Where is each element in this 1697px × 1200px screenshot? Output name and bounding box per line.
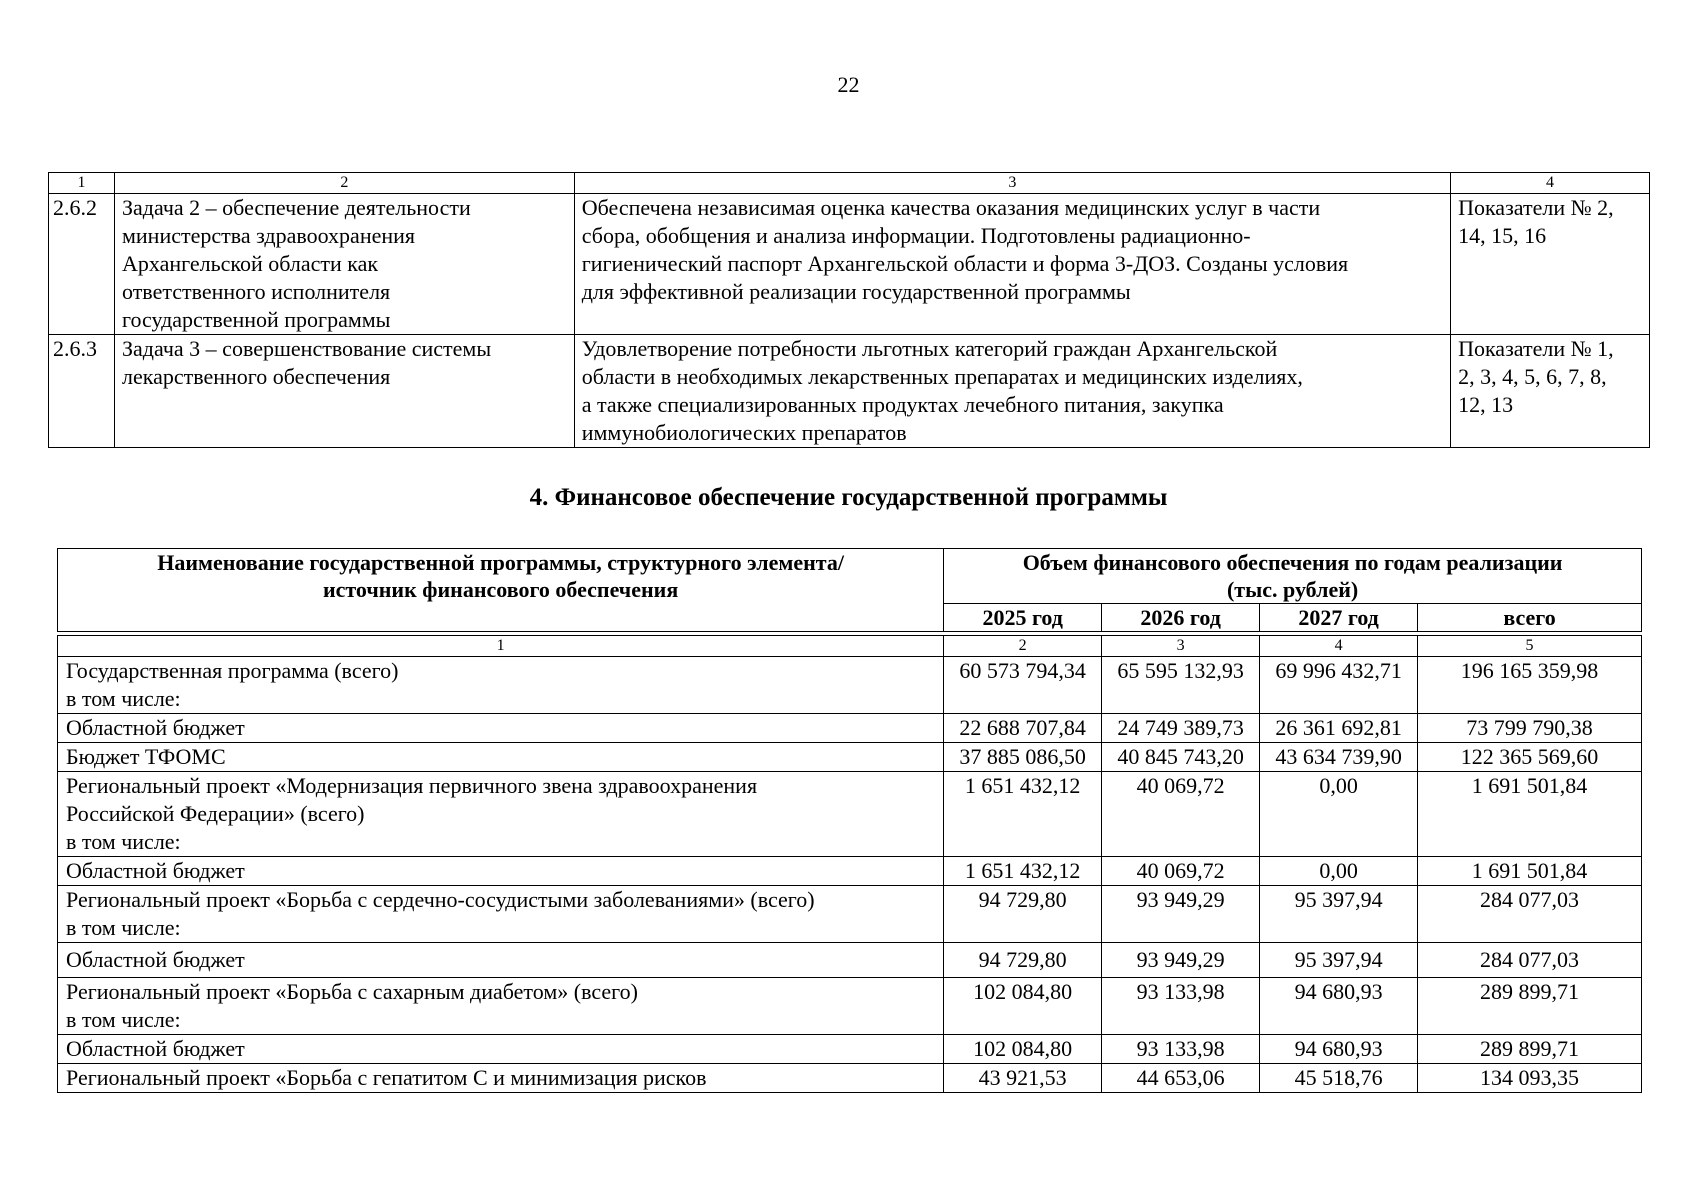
- row-label: [58, 1035, 944, 1064]
- value-total: 122 365 569,60: [1418, 743, 1642, 772]
- result-line: области в необходимых лекарственных препаратах и медицинских изделиях,: [581, 364, 1303, 389]
- header-name-line: источник финансового обеспечения: [322, 577, 679, 602]
- row-number: 2.6.3: [49, 335, 115, 448]
- column-number: 4: [1260, 636, 1418, 657]
- table-row: [58, 886, 1642, 943]
- value-2027: 94 680,93: [1260, 978, 1418, 1035]
- table-row: [58, 1064, 1642, 1093]
- value-total: 1 691 501,84: [1418, 772, 1642, 857]
- table-row: [58, 857, 1642, 886]
- value-2025: 37 885 086,50: [944, 743, 1102, 772]
- value-2026: 93 133,98: [1102, 978, 1260, 1035]
- task-line: Задача 3 – совершенствование системы: [121, 336, 492, 361]
- value-2026: 65 595 132,93: [1102, 657, 1260, 714]
- header-name-cell: [58, 549, 944, 632]
- header-name-line: Наименование государственной программы, структурного элемента/: [157, 550, 844, 575]
- label-line: Государственная программа (всего): [66, 658, 399, 683]
- row-label: [58, 943, 944, 978]
- table-row: [49, 335, 1650, 448]
- section-heading: 4. Финансовое обеспечение государственной программы: [529, 484, 1168, 511]
- label-line: Региональный проект «Борьба с сахарным диабетом» (всего): [66, 979, 638, 1004]
- value-2025: 22 688 707,84: [944, 714, 1102, 743]
- value-2027: 95 397,94: [1260, 943, 1418, 978]
- task-line: ответственного исполнителя: [121, 279, 391, 304]
- value-2027: 95 397,94: [1260, 886, 1418, 943]
- table-row: [58, 978, 1642, 1035]
- value-2026: 40 069,72: [1102, 772, 1260, 857]
- result-line: сбора, обобщения и анализа информации. Подготовлены радиационно-: [581, 223, 1251, 248]
- label-line: Бюджет ТФОМС: [66, 744, 226, 769]
- header-volume-line: (тыс. рублей): [1226, 577, 1359, 602]
- value-2026: 93 949,29: [1102, 943, 1260, 978]
- value-total: 289 899,71: [1418, 978, 1642, 1035]
- row-label: [58, 714, 944, 743]
- indicator-line: 14, 15, 16: [1458, 223, 1547, 248]
- label-line: Региональный проект «Борьба с сердечно-сосудистыми заболеваниями» (всего): [66, 887, 815, 912]
- label-line: Региональный проект «Модернизация первичного звена здравоохранения: [66, 773, 758, 798]
- row-label: [58, 657, 944, 714]
- row-label: [58, 1064, 944, 1093]
- table-row: [58, 657, 1642, 714]
- indicator-cell: [1451, 335, 1650, 448]
- label-line: Областной бюджет: [66, 947, 245, 972]
- value-2025: 43 921,53: [944, 1064, 1102, 1093]
- result-line: гигиенический паспорт Архангельской области и форма 3-ДОЗ. Созданы условия: [581, 251, 1349, 276]
- table-row: [58, 1035, 1642, 1064]
- label-line: в том числе:: [66, 915, 181, 940]
- finance-column-numbers: [58, 636, 1642, 657]
- task-line: министерства здравоохранения: [121, 223, 416, 248]
- value-2027: 69 996 432,71: [1260, 657, 1418, 714]
- result-line: Обеспечена независимая оценка качества оказания медицинских услуг в части: [581, 195, 1321, 220]
- column-number: 4: [1451, 173, 1650, 194]
- value-total: 134 093,35: [1418, 1064, 1642, 1093]
- column-number: 5: [1418, 636, 1642, 657]
- result-line: а также специализированных продуктах лечебного питания, закупка: [581, 392, 1224, 417]
- task-cell: [114, 335, 574, 448]
- header-volume-cell: [944, 549, 1642, 604]
- value-2027: 45 518,76: [1260, 1064, 1418, 1093]
- table-row: [58, 714, 1642, 743]
- results-table-column-numbers: [49, 173, 1650, 194]
- value-2027: 26 361 692,81: [1260, 714, 1418, 743]
- result-cell: [574, 194, 1450, 335]
- column-number: 1: [58, 636, 944, 657]
- total-header: всего: [1418, 604, 1642, 632]
- value-2027: 0,00: [1260, 772, 1418, 857]
- value-2026: 44 653,06: [1102, 1064, 1260, 1093]
- value-total: 284 077,03: [1418, 943, 1642, 978]
- year-header: 2025 год: [944, 604, 1102, 632]
- label-line: Областной бюджет: [66, 715, 245, 740]
- indicator-line: Показатели № 1,: [1458, 336, 1614, 361]
- label-line: в том числе:: [66, 686, 181, 711]
- year-header: 2026 год: [1102, 604, 1260, 632]
- task-line: государственной программы: [121, 307, 391, 332]
- result-line: для эффективной реализации государственной программы: [581, 279, 1131, 304]
- task-cell: [114, 194, 574, 335]
- label-line: Российской Федерации» (всего): [66, 801, 365, 826]
- value-2027: 0,00: [1260, 857, 1418, 886]
- label-line: в том числе:: [66, 829, 181, 854]
- value-total: 1 691 501,84: [1418, 857, 1642, 886]
- row-label: [58, 743, 944, 772]
- value-2026: 24 749 389,73: [1102, 714, 1260, 743]
- task-line: лекарственного обеспечения: [121, 364, 391, 389]
- value-total: 196 165 359,98: [1418, 657, 1642, 714]
- table-row: [49, 194, 1650, 335]
- column-number: 1: [49, 173, 115, 194]
- label-line: Региональный проект «Борьба с гепатитом С и минимизация рисков: [66, 1065, 707, 1090]
- year-header: 2027 год: [1260, 604, 1418, 632]
- value-2026: 93 949,29: [1102, 886, 1260, 943]
- result-cell: [574, 335, 1450, 448]
- value-2025: 94 729,80: [944, 886, 1102, 943]
- value-2025: 102 084,80: [944, 1035, 1102, 1064]
- finance-header-row: [58, 549, 1642, 604]
- table-row: [58, 772, 1642, 857]
- finance-table: [57, 548, 1642, 1093]
- result-line: иммунобиологических препаратов: [581, 420, 907, 445]
- label-line: Областной бюджет: [66, 858, 245, 883]
- value-2025: 1 651 432,12: [944, 772, 1102, 857]
- value-total: 284 077,03: [1418, 886, 1642, 943]
- value-2026: 40 845 743,20: [1102, 743, 1260, 772]
- value-2025: 60 573 794,34: [944, 657, 1102, 714]
- task-line: Задача 2 – обеспечение деятельности: [121, 195, 471, 220]
- row-label: [58, 978, 944, 1035]
- row-label: [58, 857, 944, 886]
- value-2025: 1 651 432,12: [944, 857, 1102, 886]
- indicator-line: 12, 13: [1458, 392, 1514, 417]
- table-row: [58, 943, 1642, 978]
- task-line: Архангельской области как: [121, 251, 379, 276]
- column-number: 3: [574, 173, 1450, 194]
- column-number: 2: [944, 636, 1102, 657]
- page-number: 22: [837, 72, 860, 97]
- value-2026: 40 069,72: [1102, 857, 1260, 886]
- value-2027: 43 634 739,90: [1260, 743, 1418, 772]
- column-number: 3: [1102, 636, 1260, 657]
- result-line: Удовлетворение потребности льготных категорий граждан Архангельской: [581, 336, 1278, 361]
- value-2026: 93 133,98: [1102, 1035, 1260, 1064]
- column-number: 2: [114, 173, 574, 194]
- table-row: [58, 743, 1642, 772]
- row-label: [58, 772, 944, 857]
- results-table: [48, 172, 1650, 448]
- value-total: 289 899,71: [1418, 1035, 1642, 1064]
- indicator-line: 2, 3, 4, 5, 6, 7, 8,: [1458, 364, 1607, 389]
- row-label: [58, 886, 944, 943]
- label-line: в том числе:: [66, 1007, 181, 1032]
- value-2025: 94 729,80: [944, 943, 1102, 978]
- row-number: 2.6.2: [49, 194, 115, 335]
- value-2027: 94 680,93: [1260, 1035, 1418, 1064]
- header-volume-line: Объем финансового обеспечения по годам реализации: [1022, 550, 1563, 575]
- indicator-cell: [1451, 194, 1650, 335]
- value-2025: 102 084,80: [944, 978, 1102, 1035]
- label-line: Областной бюджет: [66, 1036, 245, 1061]
- indicator-line: Показатели № 2,: [1458, 195, 1614, 220]
- value-total: 73 799 790,38: [1418, 714, 1642, 743]
